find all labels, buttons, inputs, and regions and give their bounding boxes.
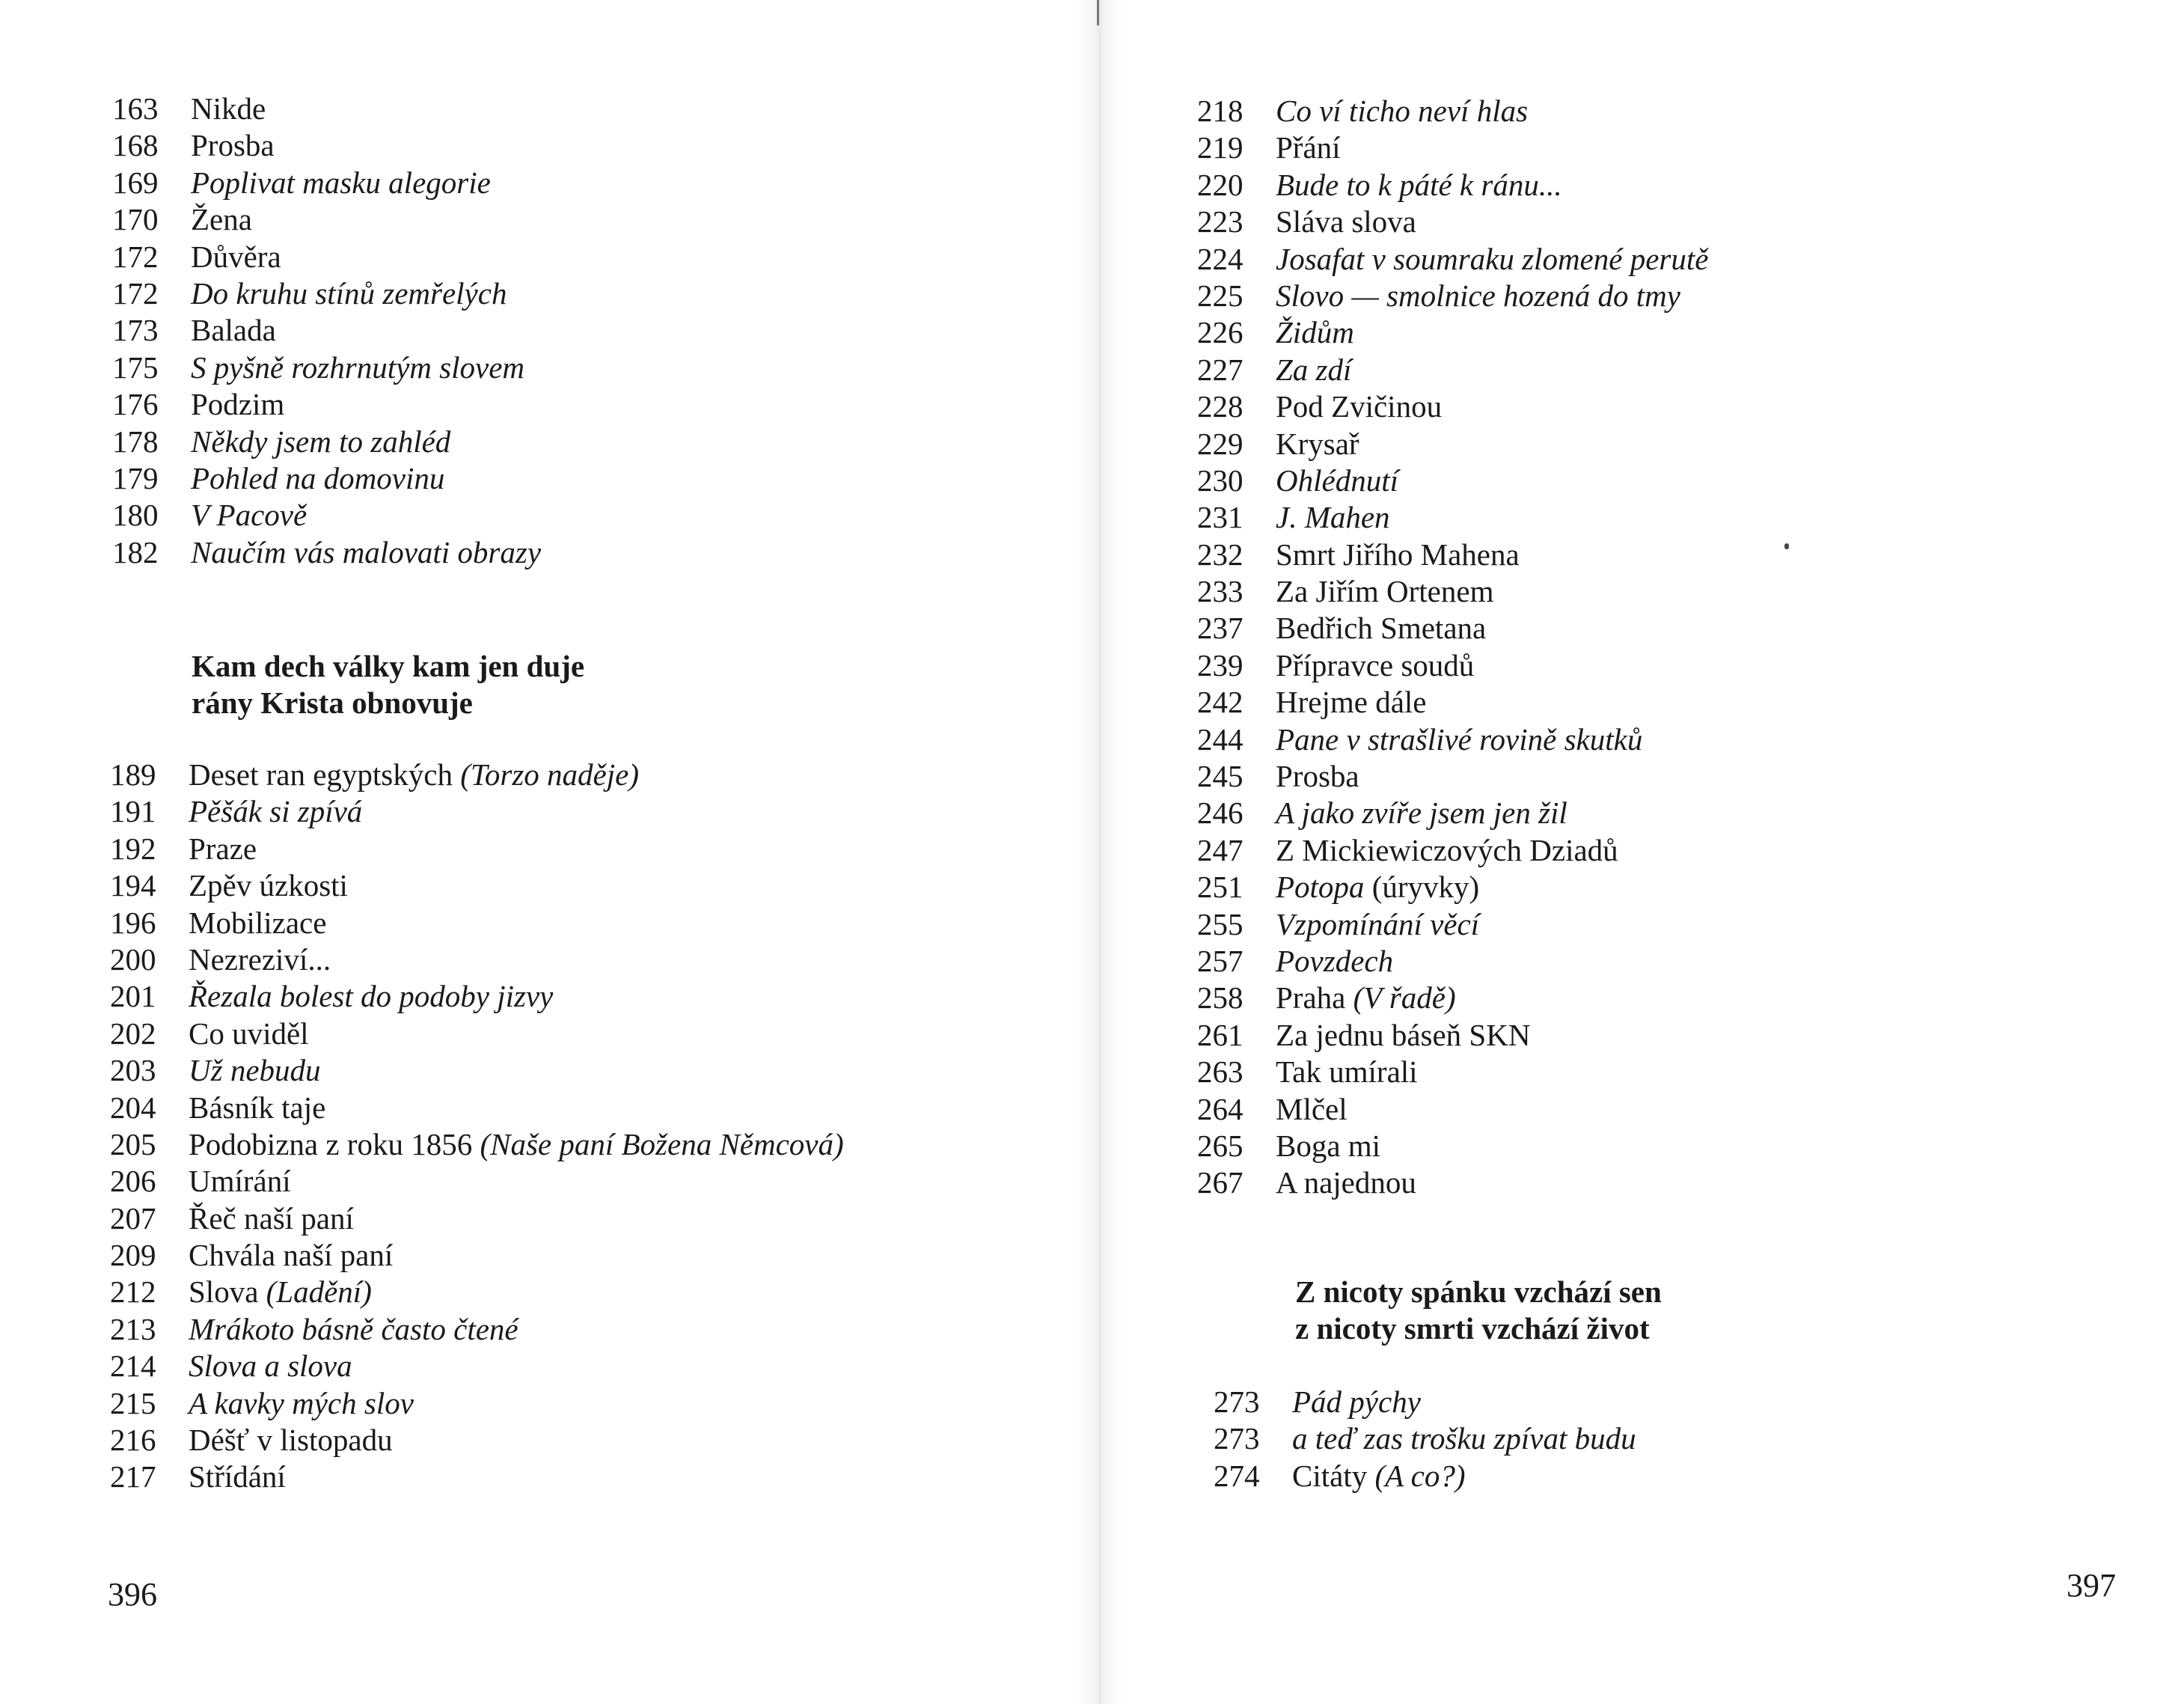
entry-page-number: 230 bbox=[1197, 462, 1244, 498]
entry-title: Slova bbox=[189, 1274, 259, 1310]
entry-page-number: 217 bbox=[110, 1459, 156, 1494]
entry-title: Boga mi bbox=[1276, 1128, 1381, 1163]
entry-page-number: 179 bbox=[112, 460, 159, 495]
entry-note: (Naše paní Božena Němcová) bbox=[480, 1126, 844, 1161]
entry-page-number: 201 bbox=[110, 979, 156, 1014]
toc-entry bbox=[1197, 1128, 1708, 1164]
entry-title: Sláva slova bbox=[1276, 204, 1416, 239]
entry-title: Pád pýchy bbox=[1292, 1384, 1421, 1419]
entry-page-number: 232 bbox=[1197, 537, 1244, 572]
toc-entry bbox=[112, 91, 541, 127]
entry-page-number: 263 bbox=[1197, 1054, 1244, 1090]
entry-title: Citáty bbox=[1292, 1458, 1368, 1493]
toc-entry bbox=[1197, 573, 1708, 610]
entry-title: Důvěra bbox=[191, 239, 281, 274]
right-entry-list-top bbox=[1197, 93, 1708, 1202]
toc-entry bbox=[110, 1385, 844, 1422]
entry-page-number: 245 bbox=[1197, 759, 1244, 794]
toc-entry bbox=[112, 534, 541, 571]
entry-page-number: 223 bbox=[1197, 204, 1244, 239]
entry-page-number: 192 bbox=[110, 831, 156, 866]
entry-title: Krysař bbox=[1276, 426, 1359, 461]
toc-entry bbox=[1197, 1091, 1708, 1128]
entry-page-number: 207 bbox=[110, 1200, 156, 1236]
entry-page-number: 180 bbox=[112, 498, 159, 533]
toc-entry bbox=[110, 1016, 844, 1052]
entry-title: Smrt Jiřího Mahena bbox=[1276, 537, 1520, 572]
entry-page-number: 212 bbox=[110, 1274, 156, 1310]
toc-entry bbox=[1197, 241, 1708, 278]
entry-page-number: 264 bbox=[1197, 1091, 1244, 1126]
toc-entry bbox=[112, 201, 541, 238]
entry-title: Deset ran egyptských bbox=[189, 757, 453, 792]
toc-entry bbox=[1197, 93, 1708, 129]
entry-page-number: 206 bbox=[110, 1164, 156, 1199]
toc-entry bbox=[1197, 537, 1708, 573]
entry-page-number: 224 bbox=[1197, 241, 1244, 276]
toc-entry bbox=[110, 905, 844, 941]
entry-page-number: 229 bbox=[1197, 426, 1244, 461]
toc-entry bbox=[112, 127, 541, 164]
toc-entry bbox=[1197, 388, 1708, 425]
entry-title: Tak umírali bbox=[1276, 1054, 1418, 1090]
entry-title: Žena bbox=[191, 202, 252, 237]
right-heading-line-1: Z nicoty spánku vzchází sen bbox=[1295, 1274, 1662, 1309]
toc-entry bbox=[1197, 906, 1708, 943]
entry-title: Bude to k páté k ránu... bbox=[1276, 167, 1562, 202]
entry-page-number: 170 bbox=[112, 202, 159, 237]
toc-entry bbox=[1197, 1054, 1708, 1090]
entry-title: Podobizna z roku 1856 bbox=[189, 1126, 473, 1161]
entry-page-number: 233 bbox=[1197, 574, 1244, 609]
entry-title: Bedřich Smetana bbox=[1276, 611, 1487, 646]
entry-page-number: 169 bbox=[112, 165, 159, 200]
entry-page-number: 246 bbox=[1197, 795, 1244, 831]
toc-entry bbox=[112, 165, 541, 201]
entry-title: Nikde bbox=[191, 91, 266, 126]
entry-title: Balada bbox=[191, 313, 276, 348]
entry-page-number: 203 bbox=[110, 1053, 156, 1088]
page-number-right: 397 bbox=[2067, 1567, 2116, 1604]
entry-title: Řezala bolest do podoby jizvy bbox=[189, 979, 554, 1014]
entry-page-number: 168 bbox=[112, 128, 159, 163]
entry-page-number: 273 bbox=[1214, 1384, 1260, 1419]
toc-entry bbox=[112, 349, 541, 386]
entry-page-number: 274 bbox=[1214, 1458, 1260, 1493]
entry-page-number: 220 bbox=[1197, 167, 1244, 202]
toc-entry bbox=[112, 497, 541, 534]
entry-title: Slovo — smolnice hozená do tmy bbox=[1276, 278, 1680, 313]
toc-entry bbox=[1197, 499, 1708, 536]
toc-entry bbox=[110, 793, 844, 830]
entry-title: Za jednu báseň SKN bbox=[1276, 1017, 1531, 1052]
entry-title: Básník taje bbox=[189, 1090, 326, 1125]
toc-entry bbox=[110, 1311, 844, 1348]
toc-entry bbox=[1197, 352, 1708, 388]
toc-entry bbox=[110, 831, 844, 867]
toc-entry bbox=[1214, 1384, 1636, 1420]
toc-entry bbox=[1197, 278, 1708, 314]
entry-page-number: 251 bbox=[1197, 870, 1244, 905]
entry-page-number: 204 bbox=[110, 1090, 156, 1125]
toc-entry bbox=[110, 1348, 844, 1384]
entry-title: Pohled na domovinu bbox=[191, 460, 445, 495]
left-heading-line-1: Kam dech války kam jen duje bbox=[192, 649, 585, 683]
entry-title: Pane v strašlivé rovině skutků bbox=[1276, 721, 1643, 757]
book-gutter bbox=[1077, 0, 1122, 1704]
toc-entry bbox=[1197, 832, 1708, 869]
entry-page-number: 202 bbox=[110, 1016, 156, 1051]
entry-page-number: 257 bbox=[1197, 943, 1244, 978]
toc-entry bbox=[110, 1126, 844, 1163]
toc-entry bbox=[110, 1052, 844, 1089]
entry-page-number: 175 bbox=[112, 349, 159, 385]
entry-page-number: 265 bbox=[1197, 1128, 1244, 1163]
entry-title: Co ví ticho neví hlas bbox=[1276, 94, 1529, 128]
entry-page-number: 237 bbox=[1197, 611, 1244, 646]
entry-title: Nezreziví... bbox=[189, 941, 331, 977]
entry-title: Za Jiřím Ortenem bbox=[1276, 574, 1494, 609]
entry-page-number: 261 bbox=[1197, 1017, 1244, 1052]
toc-entry bbox=[112, 460, 541, 497]
entry-page-number: 176 bbox=[112, 387, 159, 422]
entry-title: Zpěv úzkosti bbox=[189, 868, 348, 903]
toc-entry bbox=[112, 386, 541, 423]
entry-note: (Torzo naděje) bbox=[460, 757, 639, 792]
entry-title: A kavky mých slov bbox=[189, 1385, 414, 1420]
entry-page-number: 255 bbox=[1197, 906, 1244, 941]
entry-page-number: 178 bbox=[112, 424, 159, 459]
entry-title: Do kruhu stínů zemřelých bbox=[191, 275, 507, 311]
toc-entry bbox=[1197, 795, 1708, 831]
entry-title: a teď zas trošku zpívat budu bbox=[1292, 1421, 1636, 1456]
entry-title: S pyšně rozhrnutým slovem bbox=[191, 349, 524, 385]
entry-page-number: 172 bbox=[112, 239, 159, 274]
entry-title: A jako zvíře jsem jen žil bbox=[1276, 795, 1567, 831]
entry-title: Josafat v soumraku zlomené perutě bbox=[1276, 241, 1709, 276]
toc-entry bbox=[1197, 314, 1708, 351]
toc-entry bbox=[1197, 426, 1708, 462]
toc-entry bbox=[1197, 1017, 1708, 1054]
toc-entry bbox=[112, 275, 541, 312]
entry-page-number: 194 bbox=[110, 868, 156, 903]
toc-entry bbox=[1197, 610, 1708, 647]
toc-entry bbox=[1197, 980, 1708, 1016]
entry-page-number: 209 bbox=[110, 1238, 156, 1273]
toc-entry bbox=[110, 1459, 844, 1495]
toc-entry bbox=[112, 239, 541, 275]
entry-title: Už nebudu bbox=[189, 1053, 321, 1088]
entry-page-number: 219 bbox=[1197, 130, 1244, 165]
toc-entry bbox=[112, 312, 541, 349]
entry-title: Mobilizace bbox=[189, 905, 327, 940]
left-heading-line-2: rány Krista obnovuje bbox=[192, 685, 473, 720]
entry-title: Poplivat masku alegorie bbox=[191, 165, 491, 200]
left-entry-list-top bbox=[112, 91, 541, 571]
entry-title: Mlčel bbox=[1276, 1091, 1348, 1126]
toc-entry bbox=[1197, 167, 1708, 204]
entry-title: Povzdech bbox=[1276, 943, 1394, 978]
entry-page-number: 172 bbox=[112, 275, 159, 311]
toc-entry bbox=[1197, 129, 1708, 166]
entry-note: (úryvky) bbox=[1371, 870, 1480, 905]
toc-entry bbox=[110, 757, 844, 793]
toc-entry bbox=[110, 941, 844, 978]
entry-title: Přání bbox=[1276, 130, 1341, 165]
entry-page-number: 244 bbox=[1197, 721, 1244, 757]
entry-title: Slova a slova bbox=[189, 1349, 352, 1384]
entry-note: (A co?) bbox=[1374, 1458, 1466, 1493]
toc-entry bbox=[110, 1163, 844, 1200]
entry-title: Praze bbox=[189, 831, 257, 866]
entry-title: Z Mickiewiczových Dziadů bbox=[1276, 832, 1618, 867]
right-page bbox=[1122, 0, 2184, 1704]
entry-page-number: 213 bbox=[110, 1311, 156, 1346]
entry-page-number: 226 bbox=[1197, 315, 1244, 350]
entry-page-number: 239 bbox=[1197, 647, 1244, 682]
entry-page-number: 196 bbox=[110, 905, 156, 940]
toc-entry bbox=[1197, 647, 1708, 684]
toc-entry bbox=[1197, 758, 1708, 795]
toc-entry bbox=[110, 867, 844, 904]
entry-title: Ohlédnutí bbox=[1276, 462, 1398, 498]
entry-page-number: 227 bbox=[1197, 352, 1244, 387]
entry-page-number: 173 bbox=[112, 313, 159, 348]
entry-title: Za zdí bbox=[1276, 352, 1352, 387]
entry-page-number: 216 bbox=[110, 1423, 156, 1458]
entry-title: Podzim bbox=[191, 387, 285, 422]
entry-title: Pěšák si zpívá bbox=[189, 794, 363, 829]
left-page bbox=[0, 0, 1077, 1704]
entry-page-number: 242 bbox=[1197, 685, 1244, 720]
entry-note: (Ladění) bbox=[266, 1274, 372, 1310]
entry-title: Potopa bbox=[1276, 870, 1365, 905]
entry-title: Mrákoto básně často čtené bbox=[189, 1311, 519, 1346]
entry-page-number: 231 bbox=[1197, 500, 1244, 535]
entry-page-number: 205 bbox=[110, 1126, 156, 1161]
entry-page-number: 215 bbox=[110, 1385, 156, 1420]
toc-entry bbox=[1197, 684, 1708, 721]
toc-entry bbox=[110, 1274, 844, 1310]
toc-entry bbox=[110, 978, 844, 1015]
toc-entry bbox=[1214, 1458, 1636, 1494]
toc-entry bbox=[112, 424, 541, 460]
entry-title: Hrejme dále bbox=[1276, 685, 1427, 720]
toc-entry bbox=[110, 1200, 844, 1237]
entry-page-number: 182 bbox=[112, 534, 159, 569]
entry-page-number: 189 bbox=[110, 757, 156, 792]
entry-page-number: 247 bbox=[1197, 832, 1244, 867]
entry-title: Co uviděl bbox=[189, 1016, 309, 1051]
toc-entry bbox=[1197, 204, 1708, 240]
entry-title: Řeč naší paní bbox=[189, 1200, 354, 1236]
entry-title: Pod Zvičinou bbox=[1276, 389, 1443, 424]
entry-page-number: 273 bbox=[1214, 1421, 1260, 1456]
entry-note: (V řadě) bbox=[1353, 980, 1456, 1016]
page-number-left: 396 bbox=[108, 1576, 157, 1613]
entry-title: J. Mahen bbox=[1276, 500, 1390, 535]
toc-entry bbox=[110, 1237, 844, 1274]
entry-title: Naučím vás malovati obrazy bbox=[191, 534, 542, 569]
toc-entry bbox=[1197, 1164, 1708, 1201]
entry-title: Někdy jsem to zahléd bbox=[191, 424, 451, 459]
entry-title: Vzpomínání věcí bbox=[1276, 906, 1480, 941]
gutter-mark bbox=[1097, 0, 1099, 25]
entry-page-number: 163 bbox=[112, 91, 159, 126]
toc-entry bbox=[1197, 462, 1708, 499]
left-entry-list-bottom bbox=[110, 757, 844, 1496]
entry-title: Přípravce soudů bbox=[1276, 647, 1475, 682]
toc-entry bbox=[1197, 943, 1708, 980]
toc-entry bbox=[110, 1090, 844, 1126]
entry-title: Déšť v listopadu bbox=[189, 1423, 393, 1458]
entry-title: Prosba bbox=[191, 128, 275, 163]
entry-page-number: 200 bbox=[110, 941, 156, 977]
right-section-heading bbox=[1295, 1274, 1662, 1347]
right-heading-line-2: z nicoty smrti vzchází život bbox=[1295, 1311, 1650, 1346]
left-section-heading bbox=[192, 648, 584, 721]
entry-title: V Pacově bbox=[191, 498, 308, 533]
toc-entry bbox=[1197, 721, 1708, 758]
entry-title: A najednou bbox=[1276, 1165, 1416, 1200]
toc-entry bbox=[1197, 869, 1708, 906]
toc-entry bbox=[110, 1422, 844, 1459]
entry-page-number: 214 bbox=[110, 1349, 156, 1384]
entry-page-number: 218 bbox=[1197, 94, 1244, 128]
entry-title: Umírání bbox=[189, 1164, 291, 1199]
entry-page-number: 228 bbox=[1197, 389, 1244, 424]
entry-title: Prosba bbox=[1276, 759, 1359, 794]
entry-title: Střídání bbox=[189, 1459, 286, 1494]
right-entry-list-bottom bbox=[1214, 1384, 1636, 1494]
entry-title: Praha bbox=[1276, 980, 1346, 1016]
entry-title: Židům bbox=[1276, 315, 1354, 350]
entry-title: Chvála naší paní bbox=[189, 1238, 394, 1273]
entry-page-number: 191 bbox=[110, 794, 156, 829]
toc-entry bbox=[1214, 1420, 1636, 1457]
print-speck bbox=[1784, 543, 1789, 549]
entry-page-number: 267 bbox=[1197, 1165, 1244, 1200]
entry-page-number: 225 bbox=[1197, 278, 1244, 313]
entry-page-number: 258 bbox=[1197, 980, 1244, 1016]
